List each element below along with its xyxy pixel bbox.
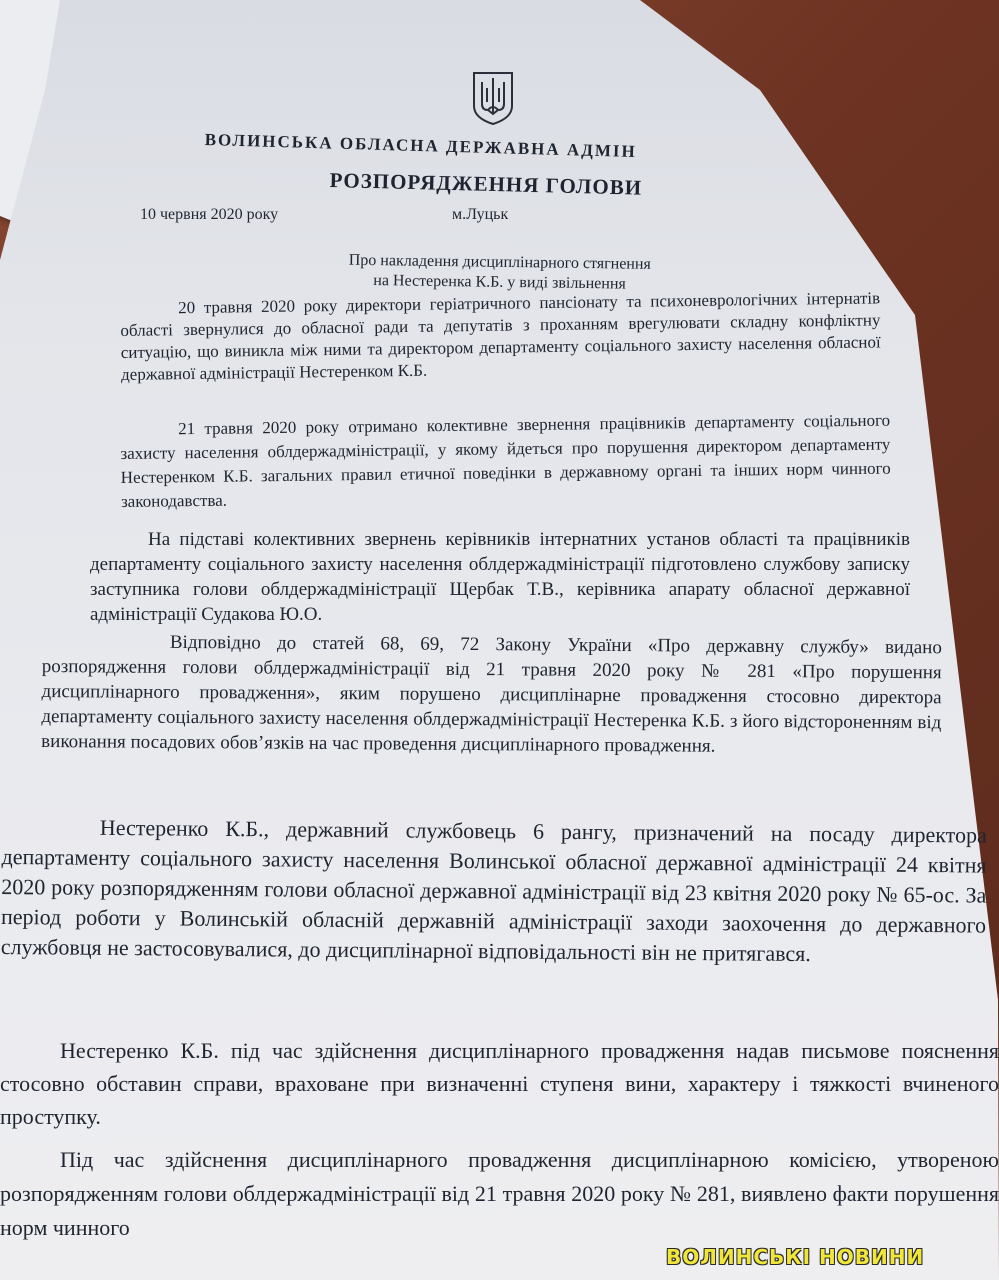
trident-emblem-icon [470, 70, 516, 126]
subject-line-1: Про накладення дисциплінарного стягнення [348, 251, 651, 273]
watermark-logo: ВОЛИНСЬКІ НОВИНИ [666, 1245, 925, 1269]
order-date: 10 червня 2020 року [140, 206, 279, 223]
paragraph-7: Під час здійснення дисциплінарного провадження дисциплінарною комісією, утвореною розпорядженням голови облдержадміністрації від 21 травня 2020 року № 281, виявлено факти порушення норм чинного [0, 1147, 999, 1240]
paragraph-5: Нестеренко К.Б., державний службовець 6 рангу, призначений на посаду директора департаменту соціального захисту населення Волинської обласної державної адміністрації 24 квітня 2020 року розпорядженням голови обласної державної адміністрації від 23 квітня 2020 року № 65-ос. За період роботи у Волинській обласній державній адміністрації заходи заохочення до державного службовця не застосовувалися, до дисциплінарної відповідальності він не притягався. [0, 814, 987, 967]
order-subject [299, 250, 700, 296]
order-title: РОЗПОРЯДЖЕННЯ ГОЛОВИ [329, 168, 643, 200]
paragraph-4: Відповідно до статей 68, 69, 72 Закону України «Про державну службу» видано розпорядження голови облдержадміністрації від 21 травня 2020 року № 281 «Про порушення дисциплінарного провадження», яким порушено дисциплінарне провадження стосовно директора департаменту соціального захисту населення облдержадміністрації Нестеренка К.Б. з його відстороненням від виконання посадових обов’язків на час проведення дисциплінарного провадження. [41, 631, 942, 757]
administration-title: ВОЛИНСЬКА ОБЛАСНА ДЕРЖАВНА АДМІН [204, 130, 638, 162]
paragraph-3: На підставі колективних звернень керівників інтернатних установ області та працівників департаменту соціального захисту населення облдержадміністрації підготовлено службову записку заступника голови облдержадміністрації Щербак Т.В., керівника апарату обласної державної адміністрації Судакова Ю.О. [90, 529, 910, 625]
subject-line-2: на Нестеренка К.Б. у виді звільнення [373, 272, 626, 293]
paragraph-1: 20 травня 2020 року директори геріатричного пансіонату та психоневрологічних інтернатів області звернулися до обласної ради та депутатів з проханням врегулювати складну конфліктну ситуацію, що виникла між ними та директором департаменту соціального захисту населення обласної державної адміністрації Нестеренком К.Б. [120, 288, 881, 384]
order-city: м.Луцьк [452, 206, 509, 223]
paragraph-6: Нестеренко К.Б. під час здійснення дисциплінарного провадження надав письмове пояснення стосовно обставин справи, враховане при визначенні ступеня вини, характеру і тяжкості вчиненого проступку. [0, 1038, 999, 1129]
paragraph-2: 21 травня 2020 року отримано колективне звернення працівників департаменту соціального захисту населення облдержадміністрації, у якому йдеться про порушення директором департаменту Нестеренком К.Б. загальних правил етичної поведінки в державному органі та інших норм чинного законодавства. [120, 410, 891, 511]
